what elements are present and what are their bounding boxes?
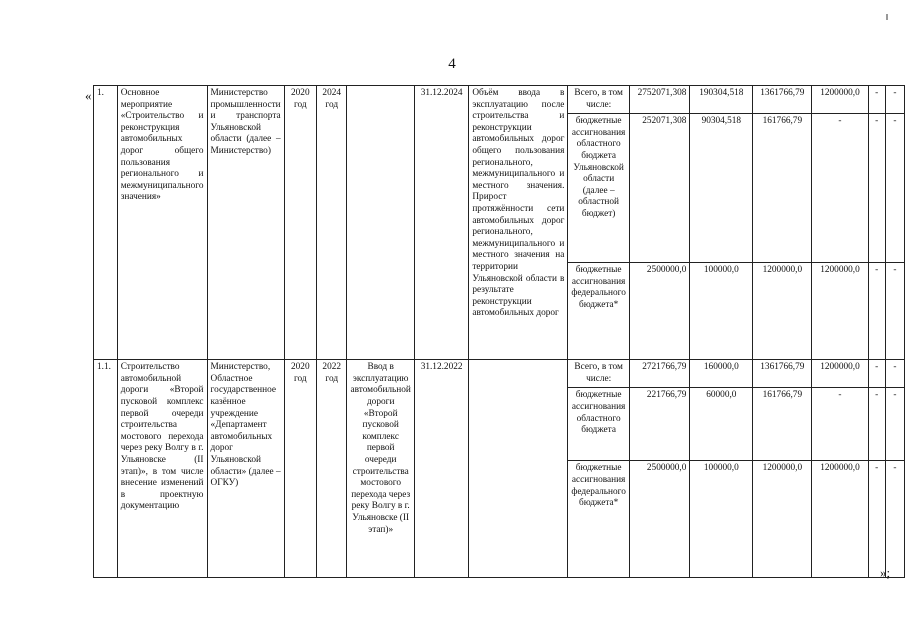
- object-description: Ввод в эксплуатацию автомобильной дороги «Второй пусковой комплекс первой очереди строительства мостового перехода через реку Волгу в г. Ульяновске (II этап)»: [347, 360, 414, 578]
- source-label: бюджетные ассигнования федерального бюджета*: [568, 263, 629, 360]
- object-description: [347, 86, 414, 360]
- value-year-5: -: [885, 360, 904, 388]
- completion-date: 31.12.2022: [414, 360, 468, 578]
- value-year-4: -: [868, 114, 885, 263]
- value-year-2: 1361766,79: [753, 86, 812, 114]
- value-year-3: -: [812, 114, 868, 263]
- source-label: бюджетные ассигнования областного бюджета: [568, 388, 629, 461]
- value-total: 2500000,0: [629, 263, 690, 360]
- target-indicator: Объём ввода в эксплуатацию после строительства и реконструкции автомобильных дорог общего пользования регионального, межмуниципального и местного значения. Прирост протяжённости сети автомобильных дорог регионального, межмуниципального и местного значения на территории Ульяновской области в результате реконструкции автомобильных дорог: [469, 86, 568, 360]
- value-total: 2500000,0: [629, 461, 690, 578]
- measure-title: Строительство автомобильной дороги «Второй пусковой комплекс первой очереди строительства мостового перехода через реку Волгу в г. Ульяновске (II этап)», в том числе внесение изменений в проектную документацию: [117, 360, 207, 578]
- table-row: [94, 360, 905, 388]
- year-start: 2020 год: [284, 86, 316, 360]
- source-label: Всего, в том числе:: [568, 360, 629, 388]
- measure-title: Основное мероприятие «Строительство и реконструкция автомобильных дорог общего пользования регионального и межмуниципального значения»: [117, 86, 207, 360]
- executor: Министерство, Областное государственное казённое учреждение «Департамент автомобильных дорог Ульяновской области» (далее – ОГКУ): [207, 360, 284, 578]
- value-year-5: -: [885, 263, 904, 360]
- value-year-2: 1200000,0: [753, 461, 812, 578]
- page-number: 4: [448, 56, 456, 72]
- row-number: 1.: [94, 86, 118, 360]
- completion-date: 31.12.2024: [414, 86, 468, 360]
- program-table: [93, 85, 905, 578]
- value-year-1: 100000,0: [690, 263, 753, 360]
- value-year-3: 1200000,0: [812, 86, 868, 114]
- source-label: бюджетные ассигнования областного бюджета Ульяновской области (далее – областной бюджет): [568, 114, 629, 263]
- value-year-4: -: [868, 360, 885, 388]
- value-total: 2721766,79: [629, 360, 690, 388]
- table-row: [94, 86, 905, 114]
- source-label: бюджетные ассигнования федерального бюджета*: [568, 461, 629, 578]
- value-year-2: 1200000,0: [753, 263, 812, 360]
- value-year-3: 1200000,0: [812, 360, 868, 388]
- value-total: 2752071,308: [629, 86, 690, 114]
- value-total: 221766,79: [629, 388, 690, 461]
- target-indicator: [469, 360, 568, 578]
- value-year-5: -: [885, 388, 904, 461]
- edge-mark: [886, 14, 888, 20]
- executor: Министерство промышленности и транспорта Ульяновской области (далее – Министерство): [207, 86, 284, 360]
- value-year-3: 1200000,0: [812, 263, 868, 360]
- value-year-4: -: [868, 388, 885, 461]
- value-year-1: 60000,0: [690, 388, 753, 461]
- value-year-4: -: [868, 461, 885, 578]
- opening-quote: «: [85, 88, 92, 103]
- value-year-3: -: [812, 388, 868, 461]
- row-number: 1.1.: [94, 360, 118, 578]
- value-year-3: 1200000,0: [812, 461, 868, 578]
- year-end: 2022 год: [316, 360, 347, 578]
- year-start: 2020 год: [284, 360, 316, 578]
- value-year-1: 160000,0: [690, 360, 753, 388]
- value-year-2: 1361766,79: [753, 360, 812, 388]
- value-year-5: -: [885, 461, 904, 578]
- closing-quote: »;: [880, 565, 891, 580]
- source-label: Всего, в том числе:: [568, 86, 629, 114]
- value-year-2: 161766,79: [753, 388, 812, 461]
- value-year-1: 190304,518: [690, 86, 753, 114]
- value-total: 252071,308: [629, 114, 690, 263]
- value-year-4: -: [868, 263, 885, 360]
- value-year-5: -: [885, 86, 904, 114]
- value-year-1: 100000,0: [690, 461, 753, 578]
- value-year-5: -: [885, 114, 904, 263]
- value-year-1: 90304,518: [690, 114, 753, 263]
- value-year-4: -: [868, 86, 885, 114]
- value-year-2: 161766,79: [753, 114, 812, 263]
- year-end: 2024 год: [316, 86, 347, 360]
